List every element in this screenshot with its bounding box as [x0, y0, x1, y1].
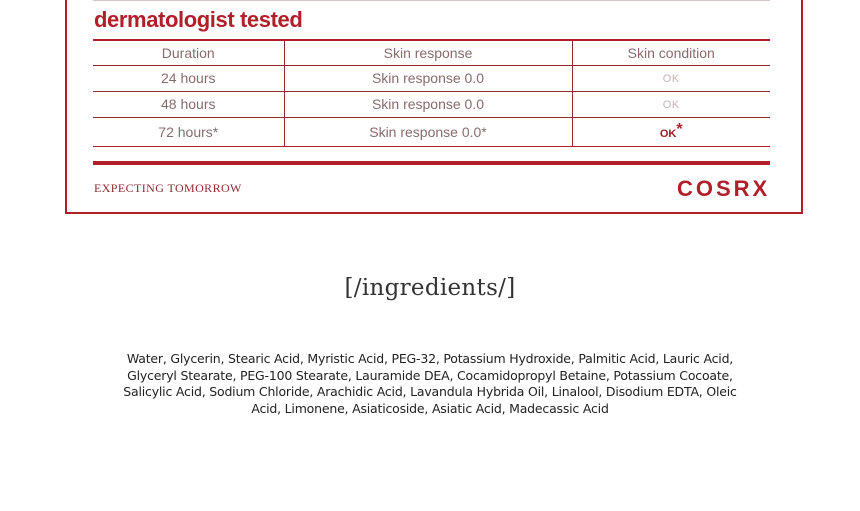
table-row: [93, 92, 770, 118]
duration-cell: 24 hours: [93, 66, 284, 92]
card-top-divider: [93, 0, 770, 1]
header-skin-condition: Skin condition: [572, 40, 770, 66]
duration-cell: 72 hours*: [93, 118, 284, 147]
header-skin-response: Skin response: [284, 40, 572, 66]
skin-condition-cell: [572, 92, 770, 118]
skin-test-table: [93, 39, 770, 147]
condition-value: OK: [662, 73, 680, 85]
header-duration: Duration: [93, 40, 284, 66]
table-header-row: [93, 40, 770, 66]
ingredients-list: Water, Glycerin, Stearic Acid, Myristic Acid, PEG-32, Potassium Hydroxide, Palmitic Acid, Lauric Acid, Glyceryl Stearate, PEG-100 Stearate, Lauramide DEA, Cocamidopropyl Betaine, Potassium Cocoate, Salicylic Acid, Sodium Chloride, Arachidic Acid, Lavandula Hybrida Oil, Linalool, Disodium EDTA, Oleic Acid, Limonene, Asiaticoside, Asiatic Acid, Madecassic Acid: [123, 351, 737, 417]
skin-condition-cell: [572, 66, 770, 92]
condition-value: OK: [659, 128, 677, 140]
condition-value: OK: [662, 99, 680, 111]
duration-cell: 48 hours: [93, 92, 284, 118]
brand-tagline: EXPECTING TOMORROW: [94, 181, 242, 195]
asterisk-mark: *: [676, 121, 683, 138]
brand-logo: COSRX: [677, 176, 771, 201]
table-row: [93, 66, 770, 92]
skin-response-cell: Skin response 0.0*: [284, 118, 572, 147]
ingredients-heading: [/ingredients/]: [344, 275, 516, 301]
skin-response-cell: Skin response 0.0: [284, 92, 572, 118]
skin-condition-cell: [572, 118, 770, 147]
skin-response-cell: Skin response 0.0: [284, 66, 572, 92]
footer-divider: [93, 161, 770, 165]
card-title: dermatologist tested: [94, 7, 303, 32]
table-row: [93, 118, 770, 147]
